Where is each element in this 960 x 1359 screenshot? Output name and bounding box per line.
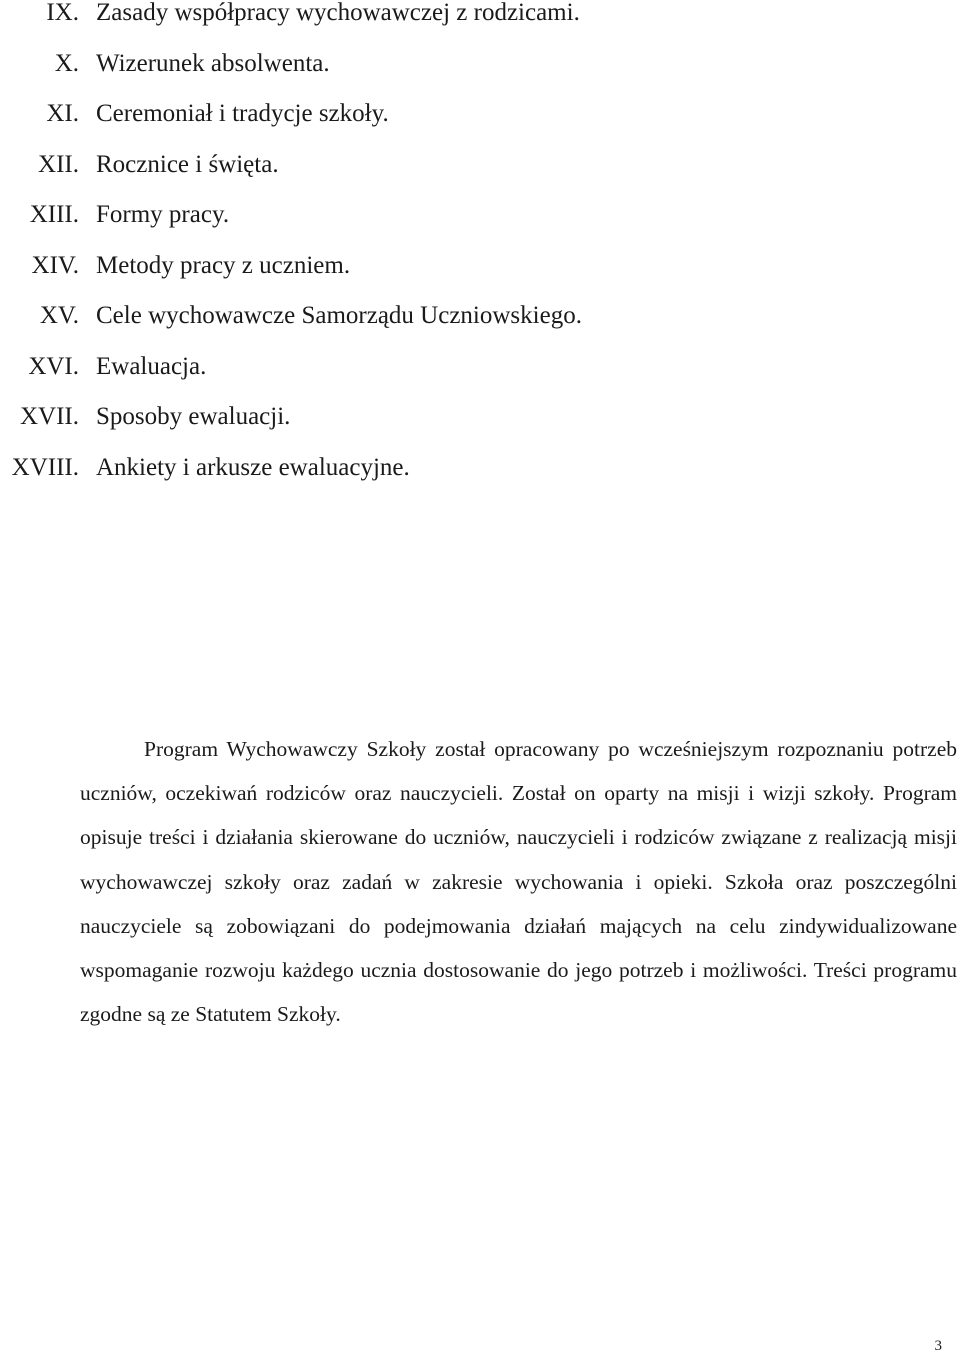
toc-item — [0, 47, 960, 98]
toc-item — [0, 97, 960, 148]
toc-item-label: Zasady współpracy wychowawczej z rodzicami. — [96, 0, 580, 26]
toc-item — [0, 451, 960, 502]
toc-item-label: Ewaluacja. — [96, 352, 207, 380]
toc-item-label: Cele wychowawcze Samorządu Uczniowskiego. — [96, 302, 582, 329]
toc-item-label: Rocznice i święta. — [96, 150, 279, 178]
toc-item — [0, 148, 960, 199]
toc-item — [0, 198, 960, 249]
table-of-contents — [0, 0, 960, 501]
toc-item-label: Metody pracy z uczniem. — [96, 251, 351, 279]
body-paragraph: Program Wychowawczy Szkoły został opracowany po wcześniejszym rozpoznaniu potrzeb uczniów, oczekiwań rodziców oraz nauczycieli. Został on oparty na misji i wizji szkoły. Program opisuje treści i działania skierowane do uczniów, nauczycieli i rodziców związane z realizacją misji wychowawczej szkoły oraz zadań w zakresie wychowania i opieki. Szkoła oraz poszczególni nauczyciele są zobowiązani do podejmowania działań mających na celu zindywidualizowane wspomaganie rozwoju każdego ucznia dostosowanie do jego potrzeb i możliwości. Treści programu zgodne są ze Statutem Szkoły. — [80, 737, 957, 1027]
toc-item-number: XIV. — [31, 251, 79, 279]
toc-item — [0, 350, 960, 401]
toc-item-number: XIII. — [29, 201, 79, 228]
toc-item-number: XVIII. — [11, 453, 79, 481]
toc-item-number: XII. — [38, 150, 79, 178]
page-number: 3 — [934, 1338, 942, 1354]
toc-item-number: XVII. — [19, 403, 79, 430]
toc-item-number: IX. — [46, 0, 79, 26]
toc-item — [0, 249, 960, 300]
toc-item — [0, 400, 960, 451]
toc-item-number: XI. — [46, 100, 79, 127]
toc-item — [0, 299, 960, 350]
toc-item-label: Ceremoniał i tradycje szkoły. — [96, 100, 389, 127]
toc-item-label: Ankiety i arkusze ewaluacyjne. — [96, 453, 410, 481]
toc-item-label: Formy pracy. — [96, 201, 230, 228]
toc-item-number: X. — [54, 49, 79, 77]
toc-item-label: Wizerunek absolwenta. — [96, 49, 330, 77]
toc-item-number: XV. — [39, 302, 79, 329]
toc-item-label: Sposoby ewaluacji. — [96, 403, 291, 430]
toc-item — [0, 0, 960, 47]
toc-item-number: XVI. — [28, 352, 79, 380]
